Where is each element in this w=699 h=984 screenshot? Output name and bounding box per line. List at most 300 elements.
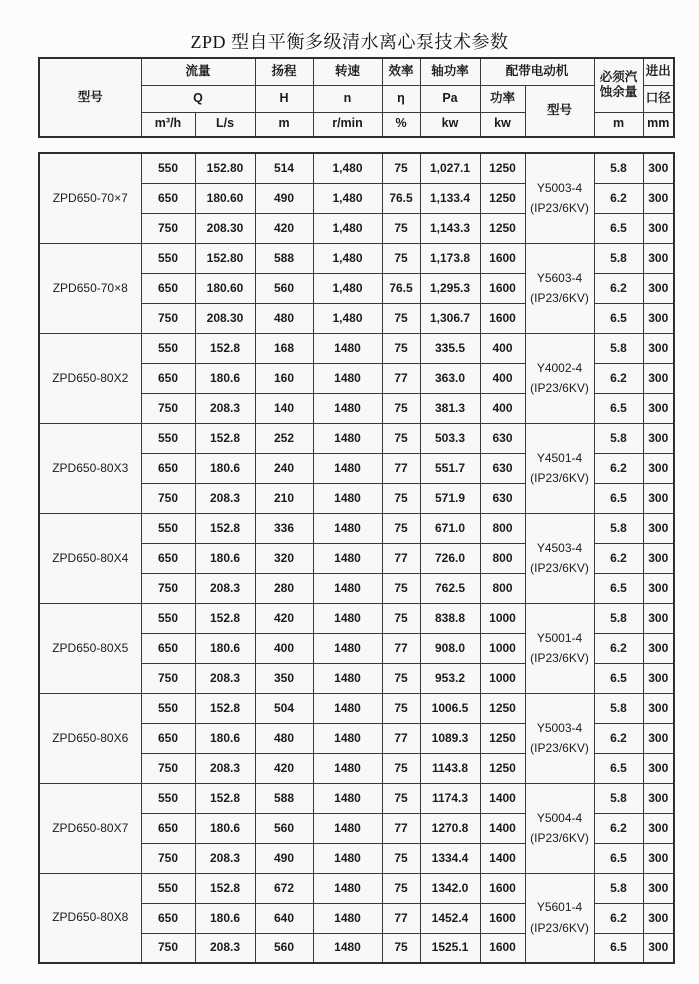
header-diameter-line2: 口径 bbox=[643, 85, 674, 112]
motor-power-cell: 400 bbox=[480, 333, 525, 363]
motor-spec-line: (IP23/6KV) bbox=[530, 831, 589, 845]
pump-model-cell: ZPD650-80X2 bbox=[39, 333, 141, 423]
flow-ls-cell: 208.30 bbox=[195, 303, 255, 333]
npsh-cell: 6.5 bbox=[594, 213, 643, 243]
speed-cell: 1480 bbox=[313, 423, 382, 453]
motor-power-cell: 1600 bbox=[480, 243, 525, 273]
diameter-cell: 300 bbox=[643, 333, 674, 363]
efficiency-cell: 75 bbox=[382, 693, 420, 723]
efficiency-cell: 75 bbox=[382, 513, 420, 543]
motor-spec-line: (IP23/6KV) bbox=[530, 741, 589, 755]
shaft-power-cell: 1,306.7 bbox=[420, 303, 480, 333]
speed-cell: 1480 bbox=[313, 543, 382, 573]
speed-cell: 1480 bbox=[313, 633, 382, 663]
head-cell: 336 bbox=[255, 513, 313, 543]
motor-spec-line: (IP23/6KV) bbox=[530, 651, 589, 665]
npsh-cell: 6.5 bbox=[594, 393, 643, 423]
head-cell: 400 bbox=[255, 633, 313, 663]
head-cell: 640 bbox=[255, 903, 313, 933]
flow-ls-cell: 152.80 bbox=[195, 153, 255, 183]
motor-power-cell: 1400 bbox=[480, 813, 525, 843]
head-cell: 420 bbox=[255, 753, 313, 783]
diameter-cell: 300 bbox=[643, 933, 674, 963]
head-cell: 480 bbox=[255, 723, 313, 753]
efficiency-cell: 77 bbox=[382, 903, 420, 933]
diameter-cell: 300 bbox=[643, 813, 674, 843]
flow-m3h-cell: 750 bbox=[141, 483, 195, 513]
head-cell: 490 bbox=[255, 183, 313, 213]
flow-ls-cell: 208.30 bbox=[195, 213, 255, 243]
efficiency-cell: 75 bbox=[382, 933, 420, 963]
pump-model-cell: ZPD650-80X3 bbox=[39, 423, 141, 513]
shaft-power-cell: 838.8 bbox=[420, 603, 480, 633]
head-cell: 168 bbox=[255, 333, 313, 363]
speed-cell: 1480 bbox=[313, 693, 382, 723]
efficiency-cell: 75 bbox=[382, 873, 420, 903]
pump-model-cell: ZPD650-80X4 bbox=[39, 513, 141, 603]
flow-m3h-cell: 750 bbox=[141, 213, 195, 243]
motor-power-cell: 800 bbox=[480, 573, 525, 603]
flow-m3h-cell: 650 bbox=[141, 543, 195, 573]
header-diameter-line1: 进出 bbox=[643, 58, 674, 85]
diameter-cell: 300 bbox=[643, 543, 674, 573]
shaft-power-cell: 1089.3 bbox=[420, 723, 480, 753]
header-shaft-power-unit: kw bbox=[420, 112, 480, 137]
flow-m3h-cell: 750 bbox=[141, 393, 195, 423]
head-cell: 560 bbox=[255, 933, 313, 963]
shaft-power-cell: 671.0 bbox=[420, 513, 480, 543]
table-row bbox=[39, 603, 674, 633]
npsh-cell: 6.2 bbox=[594, 543, 643, 573]
npsh-cell: 6.5 bbox=[594, 753, 643, 783]
npsh-cell: 5.8 bbox=[594, 783, 643, 813]
motor-power-cell: 1000 bbox=[480, 603, 525, 633]
flow-m3h-cell: 750 bbox=[141, 933, 195, 963]
speed-cell: 1480 bbox=[313, 453, 382, 483]
motor-power-cell: 1600 bbox=[480, 303, 525, 333]
npsh-cell: 5.8 bbox=[594, 873, 643, 903]
shaft-power-cell: 1525.1 bbox=[420, 933, 480, 963]
pump-table-body bbox=[39, 153, 674, 963]
motor-power-cell: 1250 bbox=[480, 213, 525, 243]
diameter-cell: 300 bbox=[643, 273, 674, 303]
shaft-power-cell: 1452.4 bbox=[420, 903, 480, 933]
efficiency-cell: 77 bbox=[382, 453, 420, 483]
flow-ls-cell: 180.6 bbox=[195, 723, 255, 753]
flow-m3h-cell: 750 bbox=[141, 843, 195, 873]
diameter-cell: 300 bbox=[643, 663, 674, 693]
flow-m3h-cell: 550 bbox=[141, 693, 195, 723]
header-row-1 bbox=[39, 58, 674, 85]
npsh-cell: 6.5 bbox=[594, 573, 643, 603]
efficiency-cell: 75 bbox=[382, 423, 420, 453]
speed-cell: 1,480 bbox=[313, 273, 382, 303]
flow-ls-cell: 208.3 bbox=[195, 573, 255, 603]
flow-ls-cell: 152.8 bbox=[195, 783, 255, 813]
header-motor: 配带电动机 bbox=[480, 58, 594, 85]
head-cell: 210 bbox=[255, 483, 313, 513]
shaft-power-cell: 1,173.8 bbox=[420, 243, 480, 273]
header-motor-power-unit: kw bbox=[480, 112, 525, 137]
flow-ls-cell: 208.3 bbox=[195, 663, 255, 693]
head-cell: 514 bbox=[255, 153, 313, 183]
npsh-cell: 5.8 bbox=[594, 333, 643, 363]
npsh-cell: 5.8 bbox=[594, 603, 643, 633]
header-flow: 流量 bbox=[141, 58, 255, 85]
shaft-power-cell: 1,027.1 bbox=[420, 153, 480, 183]
flow-ls-cell: 152.8 bbox=[195, 603, 255, 633]
table-header bbox=[38, 57, 675, 138]
flow-ls-cell: 152.8 bbox=[195, 693, 255, 723]
motor-model-cell bbox=[525, 423, 594, 513]
shaft-power-cell: 953.2 bbox=[420, 663, 480, 693]
efficiency-cell: 76.5 bbox=[382, 183, 420, 213]
header-npsh bbox=[594, 58, 643, 112]
motor-power-cell: 1250 bbox=[480, 153, 525, 183]
speed-cell: 1480 bbox=[313, 603, 382, 633]
motor-power-cell: 630 bbox=[480, 423, 525, 453]
speed-cell: 1480 bbox=[313, 873, 382, 903]
head-cell: 672 bbox=[255, 873, 313, 903]
head-cell: 350 bbox=[255, 663, 313, 693]
motor-spec-line: (IP23/6KV) bbox=[530, 471, 589, 485]
motor-model-line: Y5003-4 bbox=[536, 180, 583, 195]
motor-model-cell bbox=[525, 513, 594, 603]
motor-spec-line: (IP23/6KV) bbox=[530, 920, 589, 935]
npsh-cell: 6.2 bbox=[594, 633, 643, 663]
header-efficiency-symbol: η bbox=[382, 85, 420, 112]
motor-power-cell: 1250 bbox=[480, 753, 525, 783]
npsh-cell: 5.8 bbox=[594, 243, 643, 273]
table-row bbox=[39, 333, 674, 363]
motor-power-cell: 1000 bbox=[480, 633, 525, 663]
table-row bbox=[39, 513, 674, 543]
pump-model-cell: ZPD650-80X8 bbox=[39, 873, 141, 963]
motor-model-line: Y4002-4 bbox=[536, 360, 583, 375]
head-cell: 160 bbox=[255, 363, 313, 393]
motor-power-cell: 1600 bbox=[480, 903, 525, 933]
head-cell: 252 bbox=[255, 423, 313, 453]
motor-model-cell bbox=[525, 333, 594, 423]
head-cell: 588 bbox=[255, 783, 313, 813]
diameter-cell: 300 bbox=[643, 873, 674, 903]
header-npsh-unit: m bbox=[594, 112, 643, 137]
efficiency-cell: 75 bbox=[382, 243, 420, 273]
shaft-power-cell: 551.7 bbox=[420, 453, 480, 483]
head-cell: 490 bbox=[255, 843, 313, 873]
motor-model-cell bbox=[525, 603, 594, 693]
head-cell: 280 bbox=[255, 573, 313, 603]
flow-m3h-cell: 650 bbox=[141, 813, 195, 843]
table-row bbox=[39, 153, 674, 183]
diameter-cell: 300 bbox=[643, 603, 674, 633]
diameter-cell: 300 bbox=[643, 453, 674, 483]
header-npsh-line2: 蚀余量 bbox=[599, 85, 638, 100]
shaft-power-cell: 1,133.4 bbox=[420, 183, 480, 213]
npsh-cell: 6.5 bbox=[594, 933, 643, 963]
diameter-cell: 300 bbox=[643, 153, 674, 183]
header-efficiency: 效率 bbox=[382, 58, 420, 85]
flow-ls-cell: 180.60 bbox=[195, 183, 255, 213]
flow-m3h-cell: 750 bbox=[141, 663, 195, 693]
motor-power-cell: 1250 bbox=[480, 723, 525, 753]
speed-cell: 1480 bbox=[313, 573, 382, 603]
flow-m3h-cell: 650 bbox=[141, 273, 195, 303]
speed-cell: 1480 bbox=[313, 903, 382, 933]
diameter-cell: 300 bbox=[643, 843, 674, 873]
motor-power-cell: 630 bbox=[480, 483, 525, 513]
head-cell: 504 bbox=[255, 693, 313, 723]
speed-cell: 1,480 bbox=[313, 303, 382, 333]
flow-ls-cell: 152.80 bbox=[195, 243, 255, 273]
flow-ls-cell: 180.6 bbox=[195, 633, 255, 663]
pump-model-cell: ZPD650-80X5 bbox=[39, 603, 141, 693]
flow-ls-cell: 180.60 bbox=[195, 273, 255, 303]
speed-cell: 1480 bbox=[313, 813, 382, 843]
speed-cell: 1480 bbox=[313, 513, 382, 543]
flow-m3h-cell: 750 bbox=[141, 753, 195, 783]
motor-power-cell: 400 bbox=[480, 393, 525, 423]
flow-m3h-cell: 550 bbox=[141, 333, 195, 363]
npsh-cell: 6.5 bbox=[594, 663, 643, 693]
shaft-power-cell: 1143.8 bbox=[420, 753, 480, 783]
header-motor-model: 型号 bbox=[525, 85, 594, 137]
header-speed: 转速 bbox=[313, 58, 382, 85]
diameter-cell: 300 bbox=[643, 243, 674, 273]
speed-cell: 1480 bbox=[313, 783, 382, 813]
npsh-cell: 5.8 bbox=[594, 153, 643, 183]
flow-m3h-cell: 650 bbox=[141, 903, 195, 933]
motor-spec-line: (IP23/6KV) bbox=[530, 561, 589, 575]
shaft-power-cell: 571.9 bbox=[420, 483, 480, 513]
head-cell: 560 bbox=[255, 813, 313, 843]
efficiency-cell: 75 bbox=[382, 663, 420, 693]
header-flow-unit-m3h: m³/h bbox=[141, 112, 195, 137]
table-row bbox=[39, 693, 674, 723]
diameter-cell: 300 bbox=[643, 753, 674, 783]
header-motor-power: 功率 bbox=[480, 85, 525, 112]
motor-power-cell: 630 bbox=[480, 453, 525, 483]
shaft-power-cell: 363.0 bbox=[420, 363, 480, 393]
npsh-cell: 6.2 bbox=[594, 723, 643, 753]
npsh-cell: 6.2 bbox=[594, 453, 643, 483]
head-cell: 480 bbox=[255, 303, 313, 333]
motor-power-cell: 1600 bbox=[480, 873, 525, 903]
motor-model-line: Y5603-4 bbox=[536, 270, 583, 285]
shaft-power-cell: 908.0 bbox=[420, 633, 480, 663]
shaft-power-cell: 381.3 bbox=[420, 393, 480, 423]
efficiency-cell: 75 bbox=[382, 483, 420, 513]
efficiency-cell: 77 bbox=[382, 363, 420, 393]
motor-model-line: Y5003-4 bbox=[536, 720, 583, 735]
motor-power-cell: 800 bbox=[480, 543, 525, 573]
efficiency-cell: 75 bbox=[382, 393, 420, 423]
efficiency-cell: 75 bbox=[382, 153, 420, 183]
flow-m3h-cell: 750 bbox=[141, 303, 195, 333]
flow-ls-cell: 152.8 bbox=[195, 873, 255, 903]
shaft-power-cell: 1342.0 bbox=[420, 873, 480, 903]
pump-data-table bbox=[38, 152, 675, 964]
header-shaft-power: 轴功率 bbox=[420, 58, 480, 85]
header-head-symbol: H bbox=[255, 85, 313, 112]
table-row bbox=[39, 873, 674, 903]
flow-m3h-cell: 550 bbox=[141, 423, 195, 453]
speed-cell: 1480 bbox=[313, 393, 382, 423]
npsh-cell: 5.8 bbox=[594, 513, 643, 543]
flow-m3h-cell: 650 bbox=[141, 363, 195, 393]
motor-spec-line: (IP23/6KV) bbox=[530, 291, 589, 305]
efficiency-cell: 75 bbox=[382, 213, 420, 243]
shaft-power-cell: 1174.3 bbox=[420, 783, 480, 813]
motor-model-line: Y5001-4 bbox=[536, 630, 583, 645]
npsh-cell: 6.5 bbox=[594, 303, 643, 333]
efficiency-cell: 75 bbox=[382, 783, 420, 813]
head-cell: 320 bbox=[255, 543, 313, 573]
pump-model-cell: ZPD650-70×8 bbox=[39, 243, 141, 333]
pump-model-cell: ZPD650-80X7 bbox=[39, 783, 141, 873]
speed-cell: 1480 bbox=[313, 363, 382, 393]
pump-model-cell: ZPD650-70×7 bbox=[39, 153, 141, 243]
efficiency-cell: 75 bbox=[382, 603, 420, 633]
efficiency-cell: 75 bbox=[382, 333, 420, 363]
head-cell: 420 bbox=[255, 603, 313, 633]
flow-ls-cell: 180.6 bbox=[195, 543, 255, 573]
motor-power-cell: 1600 bbox=[480, 273, 525, 303]
shaft-power-cell: 335.5 bbox=[420, 333, 480, 363]
speed-cell: 1,480 bbox=[313, 153, 382, 183]
flow-ls-cell: 152.8 bbox=[195, 423, 255, 453]
efficiency-cell: 75 bbox=[382, 843, 420, 873]
motor-power-cell: 1400 bbox=[480, 783, 525, 813]
motor-power-cell: 1000 bbox=[480, 663, 525, 693]
flow-m3h-cell: 550 bbox=[141, 243, 195, 273]
flow-m3h-cell: 550 bbox=[141, 513, 195, 543]
diameter-cell: 300 bbox=[643, 363, 674, 393]
diameter-cell: 300 bbox=[643, 423, 674, 453]
speed-cell: 1480 bbox=[313, 933, 382, 963]
motor-spec-line: (IP23/6KV) bbox=[530, 201, 589, 216]
diameter-cell: 300 bbox=[643, 903, 674, 933]
diameter-cell: 300 bbox=[643, 723, 674, 753]
head-cell: 560 bbox=[255, 273, 313, 303]
flow-ls-cell: 152.8 bbox=[195, 513, 255, 543]
shaft-power-cell: 503.3 bbox=[420, 423, 480, 453]
speed-cell: 1480 bbox=[313, 723, 382, 753]
head-cell: 420 bbox=[255, 213, 313, 243]
motor-model-cell bbox=[525, 783, 594, 873]
flow-ls-cell: 180.6 bbox=[195, 813, 255, 843]
speed-cell: 1480 bbox=[313, 483, 382, 513]
header-speed-symbol: n bbox=[313, 85, 382, 112]
diameter-cell: 300 bbox=[643, 303, 674, 333]
shaft-power-cell: 726.0 bbox=[420, 543, 480, 573]
header-efficiency-unit: % bbox=[382, 112, 420, 137]
motor-model-cell bbox=[525, 153, 594, 243]
diameter-cell: 300 bbox=[643, 213, 674, 243]
npsh-cell: 6.5 bbox=[594, 843, 643, 873]
efficiency-cell: 77 bbox=[382, 813, 420, 843]
npsh-cell: 6.2 bbox=[594, 813, 643, 843]
motor-model-cell bbox=[525, 873, 594, 963]
flow-ls-cell: 208.3 bbox=[195, 393, 255, 423]
flow-m3h-cell: 650 bbox=[141, 633, 195, 663]
motor-power-cell: 400 bbox=[480, 363, 525, 393]
table-row bbox=[39, 243, 674, 273]
shaft-power-cell: 1,295.3 bbox=[420, 273, 480, 303]
motor-model-cell bbox=[525, 243, 594, 333]
header-speed-unit: r/min bbox=[313, 112, 382, 137]
npsh-cell: 6.5 bbox=[594, 483, 643, 513]
diameter-cell: 300 bbox=[643, 513, 674, 543]
flow-m3h-cell: 550 bbox=[141, 153, 195, 183]
motor-model-line: Y5004-4 bbox=[536, 810, 583, 825]
header-diameter-unit: mm bbox=[643, 112, 674, 137]
motor-power-cell: 1250 bbox=[480, 183, 525, 213]
npsh-cell: 6.2 bbox=[594, 363, 643, 393]
flow-ls-cell: 180.6 bbox=[195, 453, 255, 483]
speed-cell: 1,480 bbox=[313, 183, 382, 213]
motor-power-cell: 1250 bbox=[480, 693, 525, 723]
efficiency-cell: 77 bbox=[382, 543, 420, 573]
flow-m3h-cell: 650 bbox=[141, 183, 195, 213]
motor-model-cell bbox=[525, 693, 594, 783]
header-head: 扬程 bbox=[255, 58, 313, 85]
efficiency-cell: 77 bbox=[382, 723, 420, 753]
flow-ls-cell: 152.8 bbox=[195, 333, 255, 363]
head-cell: 588 bbox=[255, 243, 313, 273]
pump-model-cell: ZPD650-80X6 bbox=[39, 693, 141, 783]
head-cell: 240 bbox=[255, 453, 313, 483]
diameter-cell: 300 bbox=[643, 693, 674, 723]
header-shaft-power-symbol: Pa bbox=[420, 85, 480, 112]
flow-ls-cell: 208.3 bbox=[195, 933, 255, 963]
flow-m3h-cell: 550 bbox=[141, 783, 195, 813]
header-head-unit: m bbox=[255, 112, 313, 137]
flow-ls-cell: 180.6 bbox=[195, 903, 255, 933]
diameter-cell: 300 bbox=[643, 573, 674, 603]
speed-cell: 1,480 bbox=[313, 243, 382, 273]
header-flow-symbol: Q bbox=[141, 85, 255, 112]
diameter-cell: 300 bbox=[643, 483, 674, 513]
flow-ls-cell: 180.6 bbox=[195, 363, 255, 393]
npsh-cell: 5.8 bbox=[594, 693, 643, 723]
motor-spec-line: (IP23/6KV) bbox=[530, 381, 589, 395]
speed-cell: 1480 bbox=[313, 753, 382, 783]
flow-m3h-cell: 550 bbox=[141, 603, 195, 633]
table-row bbox=[39, 783, 674, 813]
flow-ls-cell: 208.3 bbox=[195, 843, 255, 873]
diameter-cell: 300 bbox=[643, 183, 674, 213]
shaft-power-cell: 762.5 bbox=[420, 573, 480, 603]
diameter-cell: 300 bbox=[643, 633, 674, 663]
flow-ls-cell: 208.3 bbox=[195, 753, 255, 783]
header-npsh-line1: 必须汽 bbox=[599, 69, 638, 84]
page-title: ZPD 型自平衡多级清水离心泵技术参数 bbox=[190, 32, 509, 52]
speed-cell: 1480 bbox=[313, 333, 382, 363]
flow-m3h-cell: 650 bbox=[141, 453, 195, 483]
npsh-cell: 6.2 bbox=[594, 903, 643, 933]
npsh-cell: 5.8 bbox=[594, 423, 643, 453]
shaft-power-cell: 1006.5 bbox=[420, 693, 480, 723]
diameter-cell: 300 bbox=[643, 783, 674, 813]
efficiency-cell: 77 bbox=[382, 633, 420, 663]
efficiency-cell: 75 bbox=[382, 573, 420, 603]
motor-power-cell: 1600 bbox=[480, 933, 525, 963]
motor-model-line: Y4503-4 bbox=[536, 540, 583, 555]
npsh-cell: 6.2 bbox=[594, 183, 643, 213]
speed-cell: 1480 bbox=[313, 843, 382, 873]
table-row bbox=[39, 423, 674, 453]
